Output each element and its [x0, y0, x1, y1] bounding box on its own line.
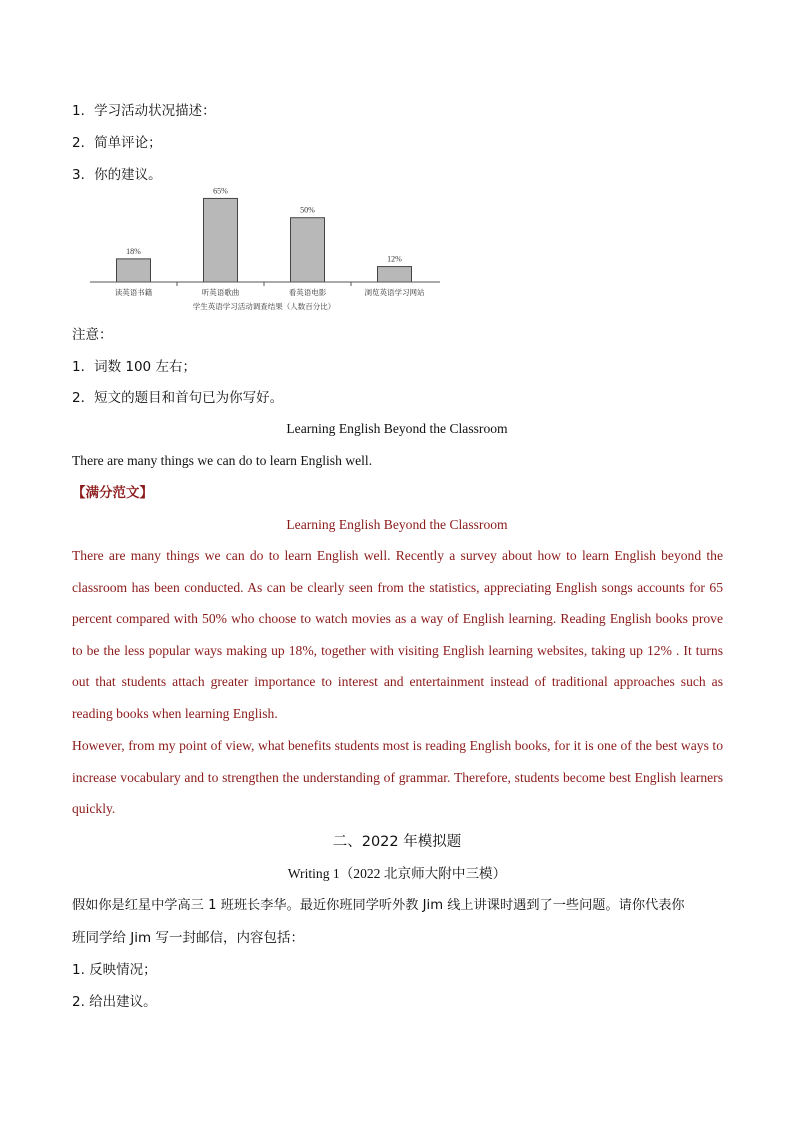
bar-3	[291, 218, 325, 282]
note-2: 2．短文的题目和首句已为你写好。	[72, 390, 284, 406]
requirement-1: 1．学习活动状况描述：	[72, 103, 216, 119]
first-sentence: There are many things we can do to learn English well.	[72, 453, 373, 468]
writing-title: Writing 1（2022 北京师大附中三模）	[287, 866, 507, 881]
category-label: 浏览英语学习网站	[364, 288, 425, 297]
task-line-1: 假如你是红星中学高三 1 班班长李华。最近你班同学听外教 Jim 线上讲课时遇到了一些问题。请你代表你	[72, 898, 685, 913]
bar-1	[117, 259, 151, 282]
task-item-1: 1. 反映情况；	[72, 962, 157, 978]
essay-title: Learning English Beyond the Classroom	[286, 421, 508, 436]
bar-4	[378, 267, 412, 282]
bar-value-label: 18%	[126, 246, 141, 256]
category-label: 读英语书籍	[114, 288, 153, 297]
section-title: 二、2022 年模拟题	[332, 834, 462, 850]
model-essay-title: Learning English Beyond the Classroom	[286, 517, 508, 532]
model-paragraph-1: There are many things we can do to learn English well. Recently a survey about how to learn English beyond the classroom has been conducted. As can be clearly seen from the statistics, appreciating English songs accounts for 65 percent compared with 50% who choose to watch movies as a way of English learning. Reading English books prove to be the less popular ways making up 18%, together with visiting English learning websites, taking up 12% . It turns out that students attach greater importance to interest and entertainment instead of traditional approaches such as reading books when learning English.	[72, 548, 723, 721]
bar-2	[204, 198, 238, 282]
model-essay-label: 【满分范文】	[72, 485, 153, 501]
chart-caption: 学生英语学习活动调查结果（人数百分比）	[192, 302, 336, 311]
model-paragraph-2: However, from my point of view, what benefits students most is reading English books, for it is one of the best ways to increase vocabulary and to strengthen the understanding of grammar. Therefore, students become best English learners quickly.	[72, 738, 723, 817]
note-title: 注意：	[72, 327, 113, 343]
note-1: 1．词数 100 左右；	[72, 359, 196, 375]
requirement-3: 3．你的建议。	[72, 167, 162, 183]
task-line-2: 班同学给 Jim 写一封邮信，内容包括：	[72, 930, 304, 946]
requirement-2: 2．简单评论；	[72, 135, 162, 151]
bar-value-label: 12%	[387, 254, 402, 264]
survey-bar-chart	[88, 186, 448, 320]
category-label: 看英语电影	[288, 288, 327, 297]
bar-value-label: 50%	[300, 205, 315, 215]
task-item-2: 2. 给出建议。	[72, 994, 157, 1010]
category-label: 听英语歌曲	[201, 288, 240, 297]
bar-value-label: 65%	[213, 186, 228, 196]
